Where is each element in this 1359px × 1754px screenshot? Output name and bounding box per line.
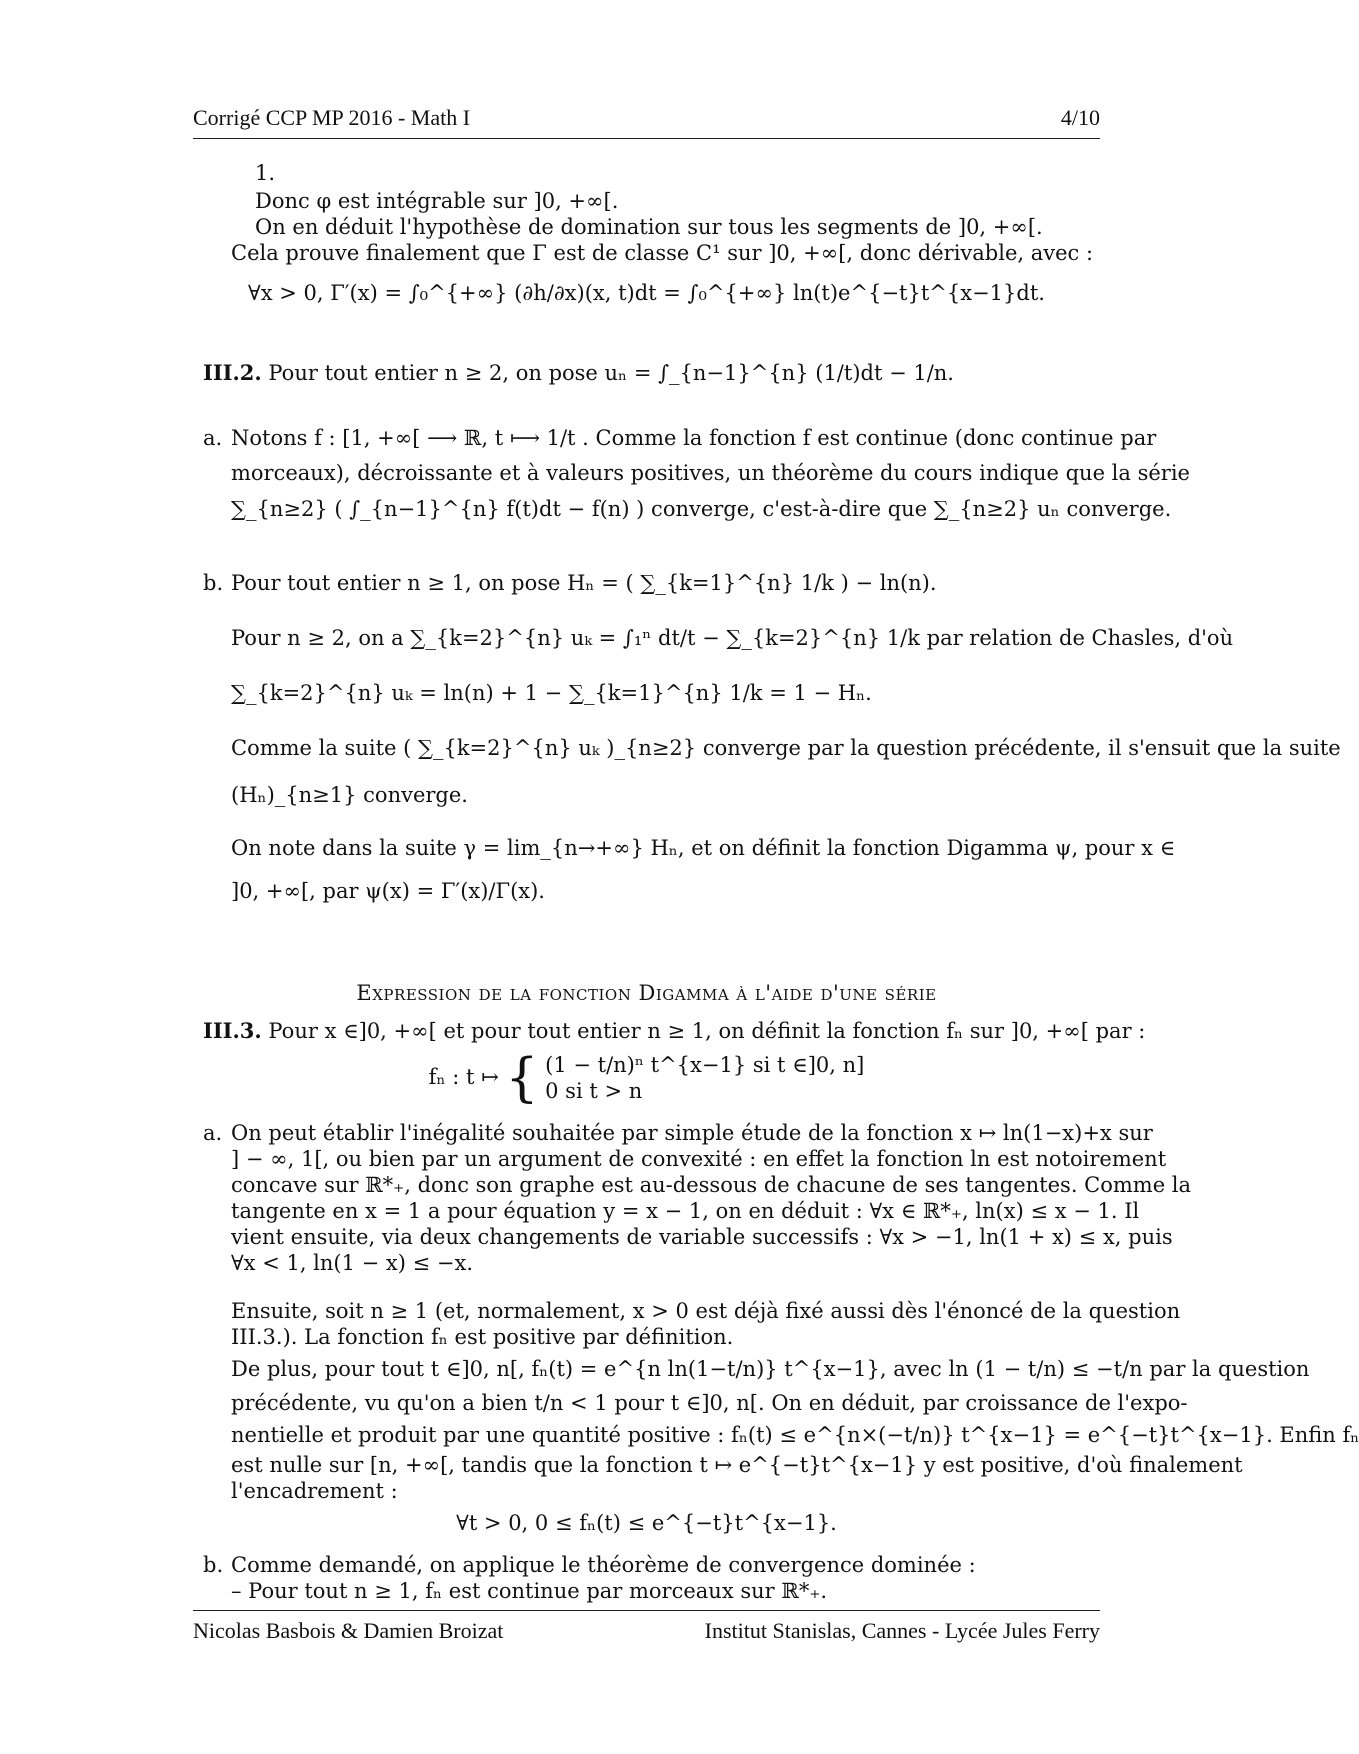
text-line: Notons f : [1, +∞[ ⟶ ℝ, t ⟼ 1/t . Comme la fonction f est continue (donc continue par bbox=[231, 426, 1157, 450]
section-title: Expression de la fonction Digamma à l'aide d'une série bbox=[356, 981, 937, 1005]
footer-institution: Institut Stanislas, Cannes - Lycée Jules Ferry bbox=[704, 1618, 1100, 1643]
text-line: morceaux), décroissante et à valeurs positives, un théorème du cours indique que la série bbox=[231, 461, 1190, 485]
gamma-derivative-formula: ∀x > 0, Γ′(x) = ∫₀^{+∞} (∂h/∂x)(x, t)dt = ∫₀^{+∞} ln(t)e^{−t}t^{x−1}dt. bbox=[248, 281, 1045, 305]
page-header bbox=[193, 104, 1100, 139]
part-a-label: a. bbox=[203, 426, 223, 450]
part-a-label: a. bbox=[203, 1121, 223, 1145]
text-line: ]0, +∞[, par ψ(x) = Γ′(x)/Γ(x). bbox=[231, 879, 545, 903]
page-footer bbox=[193, 1610, 1100, 1645]
list-item-number: 1. bbox=[255, 161, 276, 185]
text-line: concave sur ℝ*₊, donc son graphe est au-dessous de chacune de ses tangentes. Comme la bbox=[231, 1173, 1192, 1197]
text-line: Ensuite, soit n ≥ 1 (et, normalement, x > 0 est déjà fixé aussi dès l'énoncé de la question bbox=[231, 1299, 1181, 1323]
text-line: On note dans la suite γ = lim_{n→+∞} Hₙ, et on définit la fonction Digamma ψ, pour x ∈ bbox=[231, 836, 1176, 860]
header-title: Corrigé CCP MP 2016 - Math I bbox=[193, 105, 471, 130]
question-label: III.2. bbox=[203, 360, 262, 385]
part-b-label: b. bbox=[203, 1553, 224, 1577]
question-statement: Pour x ∈]0, +∞[ et pour tout entier n ≥ 1, on définit la fonction fₙ sur ]0, +∞[ par : bbox=[268, 1019, 1146, 1043]
text-line: Donc φ est intégrable sur ]0, +∞[. bbox=[255, 189, 619, 213]
text-line: ∀x < 1, ln(1 − x) ≤ −x. bbox=[231, 1251, 474, 1275]
text-line: De plus, pour tout t ∈]0, n[, fₙ(t) = e^{n ln(1−t/n)} t^{x−1}, avec ln (1 − t/n) ≤ −t/n par la question bbox=[231, 1357, 1310, 1381]
text-line: l'encadrement : bbox=[231, 1479, 398, 1503]
text-line: est nulle sur [n, +∞[, tandis que la fonction t ↦ e^{−t}t^{x−1} y est positive, d'où finalement bbox=[231, 1453, 1243, 1477]
fn-lhs: fₙ : t ↦ bbox=[428, 1064, 499, 1089]
fn-case-2: 0 si t > n bbox=[545, 1079, 643, 1104]
text-line: On en déduit l'hypothèse de domination sur tous les segments de ]0, +∞[. bbox=[255, 215, 1043, 239]
text-line: Comme la suite ( ∑_{k=2}^{n} uₖ )_{n≥2} converge par la question précédente, il s'ensuit que la suite bbox=[231, 736, 1341, 760]
left-brace: { bbox=[505, 1048, 539, 1109]
question-statement: Pour tout entier n ≥ 2, on pose uₙ = ∫_{n−1}^{n} (1/t)dt − 1/n. bbox=[268, 361, 954, 385]
footer-authors: Nicolas Basbois & Damien Broizat bbox=[193, 1618, 504, 1643]
text-line: Cela prouve finalement que Γ est de classe C¹ sur ]0, +∞[, donc dérivable, avec : bbox=[231, 241, 1094, 265]
question-III-2 bbox=[203, 360, 954, 386]
bound-formula: ∀t > 0, 0 ≤ fₙ(t) ≤ e^{−t}t^{x−1}. bbox=[456, 1511, 837, 1535]
question-III-3 bbox=[203, 1018, 1145, 1044]
text-line: Pour n ≥ 2, on a ∑_{k=2}^{n} uₖ = ∫₁ⁿ dt/t − ∑_{k=2}^{n} 1/k par relation de Chasles, d'où bbox=[231, 626, 1234, 650]
text-line: nentielle et produit par une quantité positive : fₙ(t) ≤ e^{n×(−t/n)} t^{x−1} = e^{−t}t^{x−1}. Enfin fₙ bbox=[231, 1423, 1359, 1447]
fn-cases bbox=[545, 1052, 864, 1105]
fn-definition bbox=[193, 1048, 1100, 1109]
text-line: III.3.). La fonction fₙ est positive par définition. bbox=[231, 1325, 734, 1349]
part-b-label: b. bbox=[203, 571, 224, 595]
page-number: 4/10 bbox=[1060, 105, 1100, 130]
text-line: Pour tout entier n ≥ 1, on pose Hₙ = ( ∑_{k=1}^{n} 1/k ) − ln(n). bbox=[231, 571, 937, 595]
text-line: ∑_{k=2}^{n} uₖ = ln(n) + 1 − ∑_{k=1}^{n} 1/k = 1 − Hₙ. bbox=[231, 681, 872, 705]
text-line: – Pour tout n ≥ 1, fₙ est continue par morceaux sur ℝ*₊. bbox=[231, 1579, 828, 1603]
text-line: Comme demandé, on applique le théorème de convergence dominée : bbox=[231, 1553, 976, 1577]
text-line: précédente, vu qu'on a bien t/n < 1 pour t ∈]0, n[. On en déduit, par croissance de l'expo- bbox=[231, 1391, 1188, 1415]
text-line: tangente en x = 1 a pour équation y = x − 1, on en déduit : ∀x ∈ ℝ*₊, ln(x) ≤ x − 1. Il bbox=[231, 1199, 1140, 1223]
question-label: III.3. bbox=[203, 1018, 262, 1043]
text-line: ] − ∞, 1[, ou bien par un argument de convexité : en effet la fonction ln est notoirement bbox=[231, 1147, 1167, 1171]
text-line: On peut établir l'inégalité souhaitée par simple étude de la fonction x ↦ ln(1−x)+x sur bbox=[231, 1121, 1153, 1145]
text-line: (Hₙ)_{n≥1} converge. bbox=[231, 783, 468, 807]
fn-case-1: (1 − t/n)ⁿ t^{x−1} si t ∈]0, n] bbox=[545, 1053, 865, 1077]
text-line: ∑_{n≥2} ( ∫_{n−1}^{n} f(t)dt − f(n) ) converge, c'est-à-dire que ∑_{n≥2} uₙ converge. bbox=[231, 497, 1172, 521]
text-line: vient ensuite, via deux changements de variable successifs : ∀x > −1, ln(1 + x) ≤ x, puis bbox=[231, 1225, 1173, 1249]
